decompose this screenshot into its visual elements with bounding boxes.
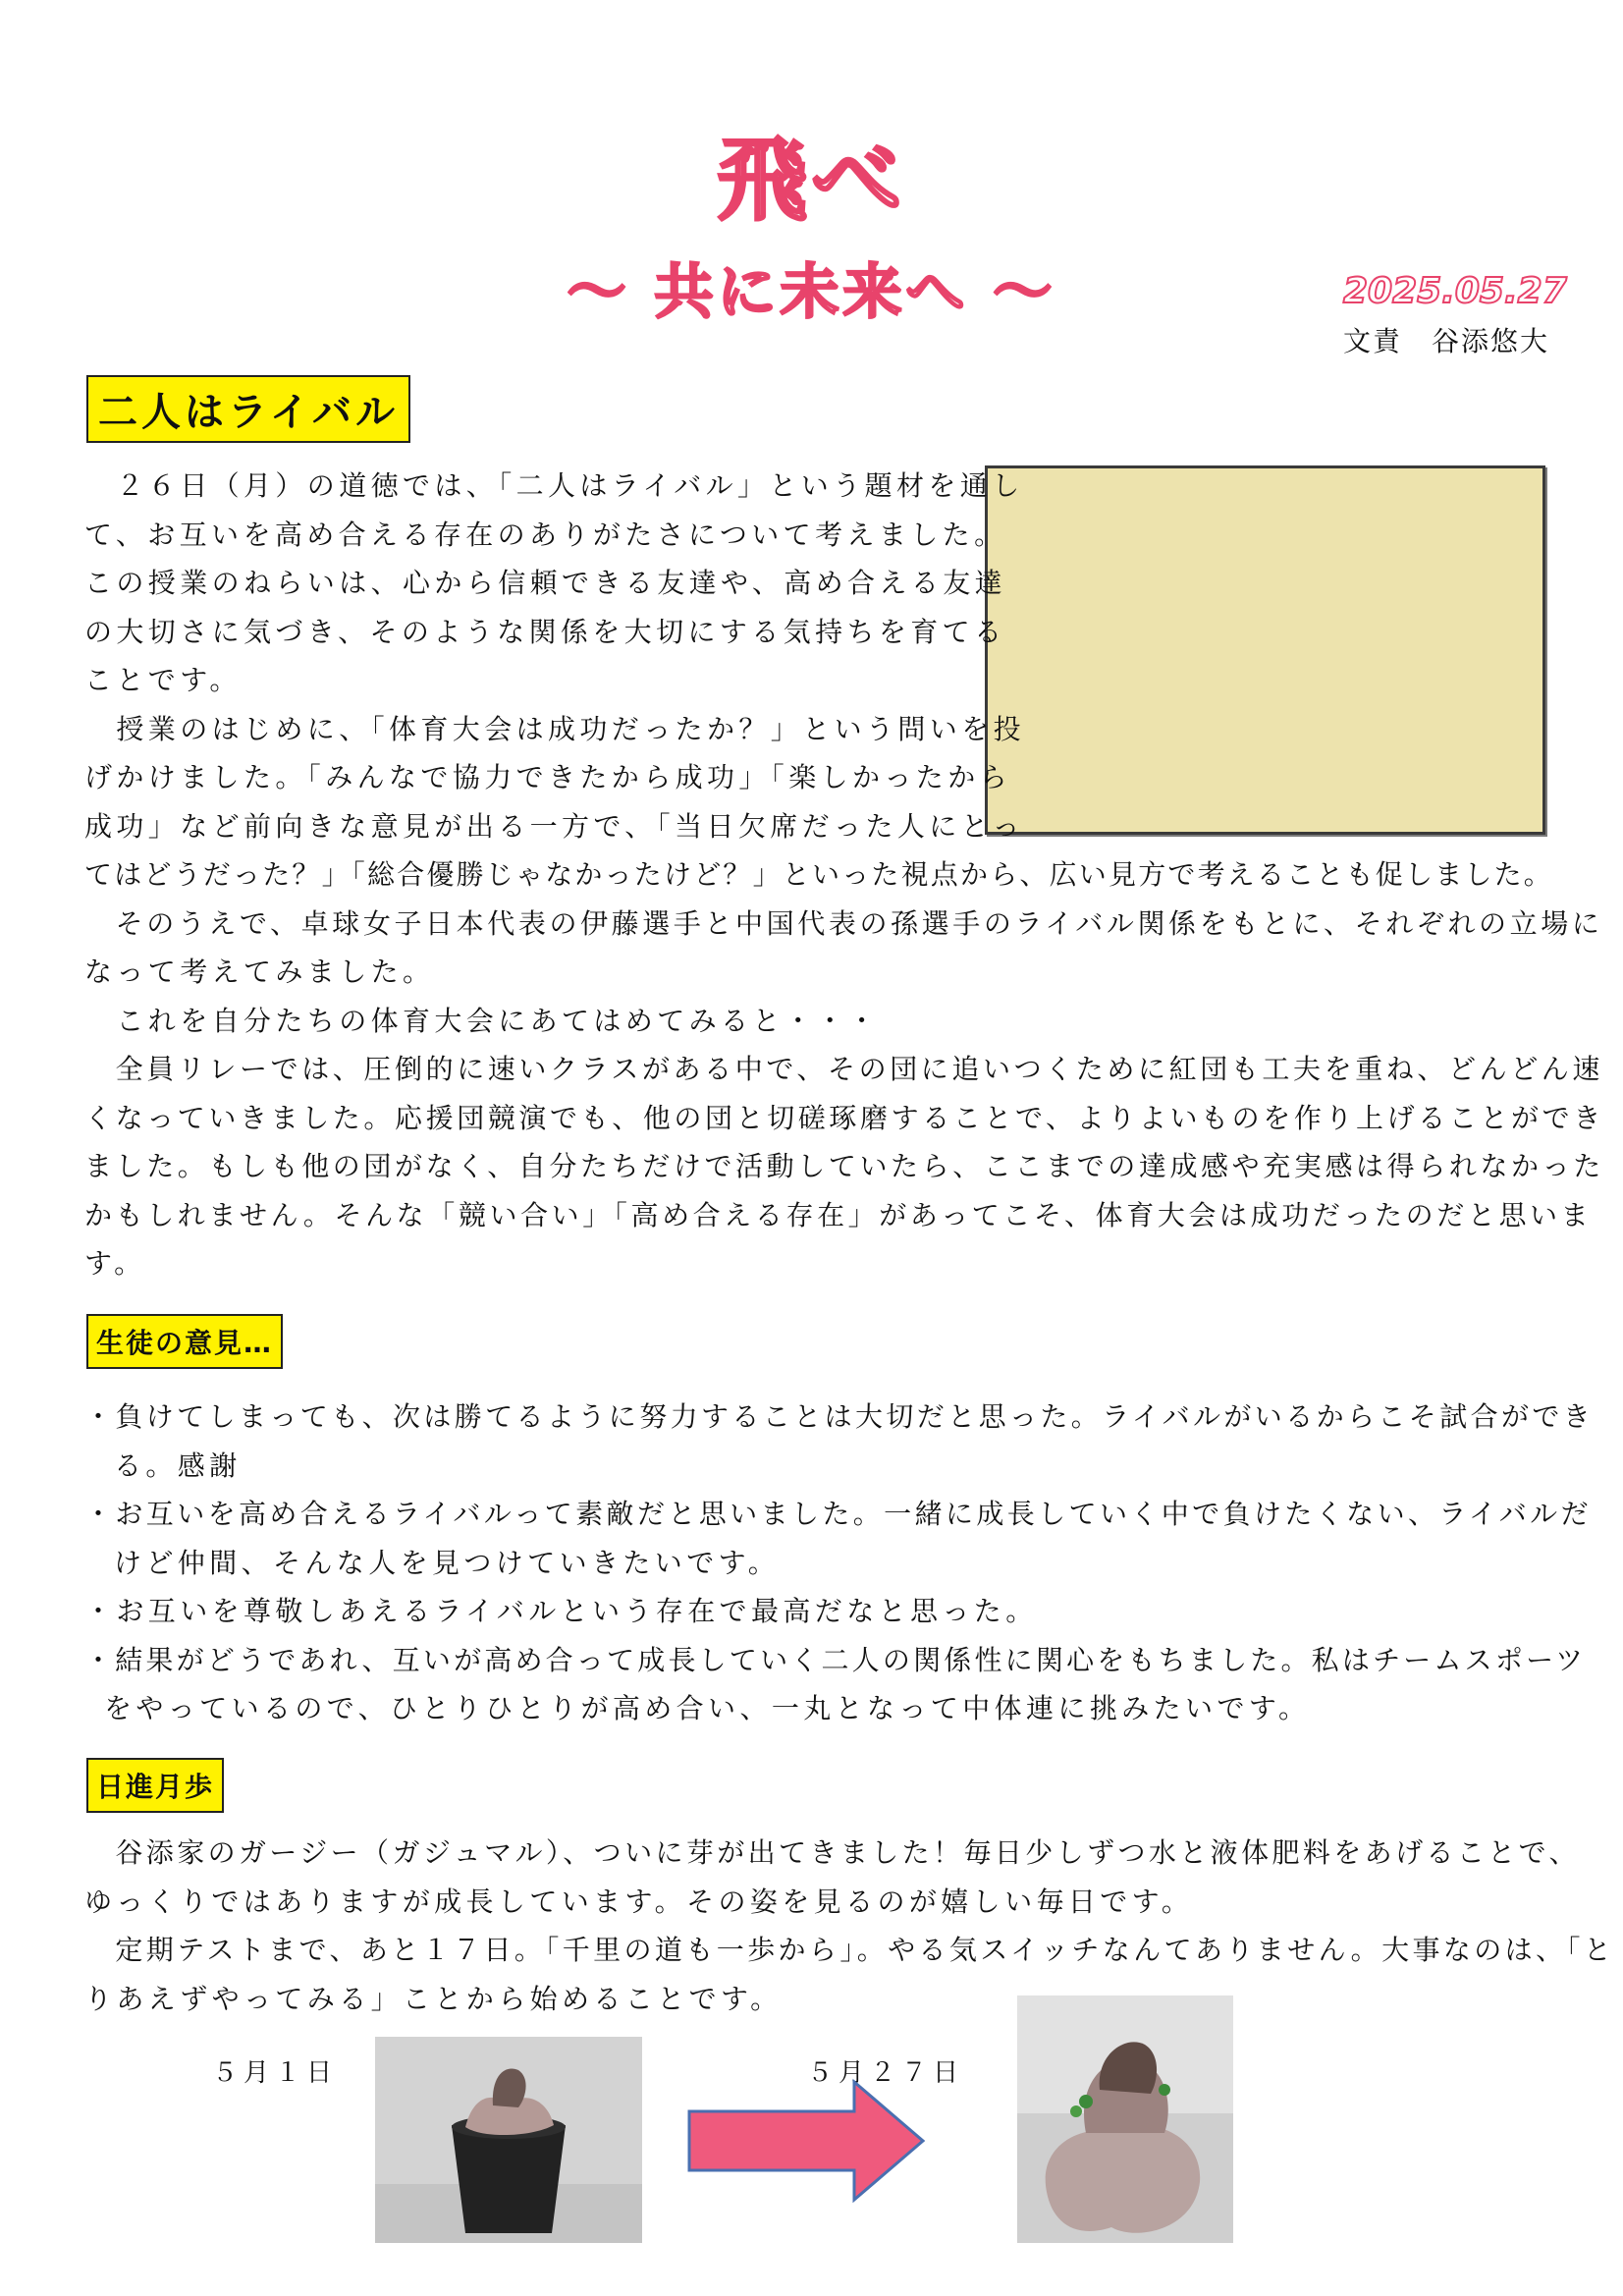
body-line: りあえずやってみる」ことから始めることです。 (84, 1982, 783, 2015)
plant-photo-after (1017, 1995, 1233, 2243)
plant-photo-before (375, 2037, 642, 2243)
opinion-line: けど仲間、そんな人を見つけていきたいです。 (114, 1546, 781, 1579)
body-line: てはどうだった？」「総合優勝じゃなかったけど？」といった視点から、広い見方で考えることも促しました。 (84, 858, 1554, 891)
newsletter-subtitle: ～ 共に未来へ ～ (567, 258, 1056, 327)
newsletter-title: 飛べ (717, 128, 906, 233)
body-line: げかけました。「みんなで協力できたから成功」「楽しかったから (84, 761, 1012, 793)
body-line: ゆっくりではありますが成長しています。その姿を見るのが嬉しい毎日です。 (84, 1885, 1194, 1918)
section-heading-opinions: 生徒の意見… (86, 1314, 283, 1369)
caption-may-27: ５月２７日 (807, 2058, 965, 2088)
arrow-icon (687, 2078, 927, 2204)
body-line: これを自分たちの体育大会にあてはめてみると・・・ (84, 1004, 881, 1037)
issue-date: 2025.05.27 (1343, 271, 1567, 311)
body-line: 成功」など前向きな意見が出る一方で、「当日欠席だった人にとっ (84, 809, 1024, 843)
body-line: ことです。 (84, 664, 242, 696)
opinion-line: ・お互いを尊敬しあえるライバルという存在で最高だなと思った。 (84, 1595, 1038, 1627)
body-line: 全員リレーでは、圧倒的に速いクラスがある中で、その団に追いつくために紅団も工夫を重ね、どんどん速 (84, 1053, 1604, 1085)
opinion-line: ・負けてしまっても、次は勝てるように努力することは大切だと思った。ライバルがいるからこそ試合ができ (84, 1400, 1595, 1433)
body-line: そのうえで、卓球女子日本代表の伊藤選手と中国代表の孫選手のライバル関係をもとに、それぞれの立場に (84, 906, 1603, 940)
student-opinions (84, 1393, 1594, 1733)
body-line: て、お互いを高め合える存在のありがたさについて考えました。 (84, 518, 1006, 551)
caption-may-1: ５月１日 (212, 2058, 339, 2088)
author-credit: 文責 谷添悠大 (1343, 325, 1550, 357)
body-line: 谷添家のガージー（ガジュマル）、ついに芽が出てきました！毎日少しずつ水と液体肥料をあげることで、 (84, 1836, 1580, 1869)
body-line: なって考えてみました。 (84, 956, 435, 988)
body-line: す。 (84, 1247, 146, 1280)
body-line: 定期テストまで、あと１７日。「千里の道も一歩から」。やる気スイッチなんてありません。大事なのは、「と (84, 1934, 1615, 1966)
body-line: かもしれません。そんな「競い合い」「高め合える存在」があってこそ、体育大会は成功だったのだと思いま (84, 1198, 1593, 1231)
body-line: ２６日（月）の道徳では、「二人はライバル」という題材を通し (84, 469, 1024, 502)
opinion-line: る。感謝 (114, 1449, 242, 1482)
body-line: ました。もしも他の団がなく、自分たちだけで活動していたら、ここまでの達成感や充実感は得られなかった (84, 1150, 1604, 1182)
section1-body (84, 462, 1604, 1288)
section-heading-progress: 日進月歩 (86, 1758, 224, 1813)
opinion-line: ・結果がどうであれ、互いが高め合って成長していく二人の関係性に関心をもちました。私はチームスポーツ (84, 1643, 1587, 1676)
body-line: くなっていきました。応援団競演でも、他の団と切磋琢磨することで、よりよいものを作り上げることができ (84, 1101, 1604, 1134)
body-line: この授業のねらいは、心から信頼できる友達や、高め合える友達 (84, 567, 1007, 599)
section3-body (84, 1829, 1614, 2023)
opinion-line: ・お互いを高め合えるライバルって素敵だと思いました。一緒に成長していく中で負けたくない、ライバルだ (84, 1498, 1592, 1530)
body-line: の大切さに気づき、そのような関係を大切にする気持ちを育てる (84, 615, 1006, 648)
section-heading-rivals: 二人はライバル (86, 375, 410, 443)
body-line: 授業のはじめに、「体育大会は成功だったか？」という問いを投 (84, 712, 1026, 745)
opinion-line: をやっているので、ひとりひとりが高め合い、一丸となって中体連に挑みたいです。 (104, 1692, 1311, 1724)
